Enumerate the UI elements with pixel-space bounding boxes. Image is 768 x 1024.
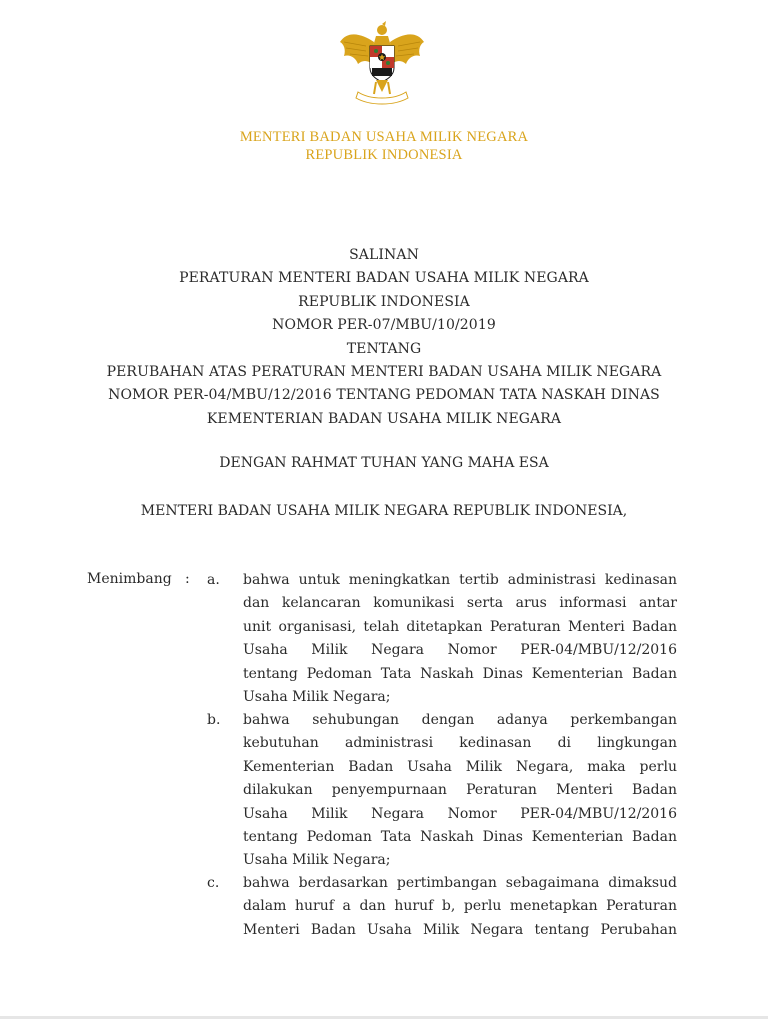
- text-line: Menteri Badan Usaha Milik Negara tentang Perubahan: [243, 921, 677, 938]
- letterhead-title: MENTERI BADAN USAHA MILIK NEGARA: [239, 129, 529, 145]
- text-line: Kementerian Badan Usaha Milik Negara, maka perlu: [243, 758, 677, 775]
- letterhead-country: REPUBLIK INDONESIA: [305, 147, 463, 163]
- text-line: dilakukan penyempurnaan Peraturan Menteri Badan: [243, 782, 677, 799]
- regulation-title-block: [40, 244, 728, 431]
- text-line: bahwa sehubungan dengan adanya perkembangan: [243, 712, 677, 728]
- regulation-number: NOMOR PER-07/MBU/10/2019: [272, 317, 496, 334]
- text-line: Usaha Milik Negara Nomor PER-04/MBU/12/2016: [243, 642, 677, 659]
- text-line: tentang Pedoman Tata Naskah Dinas Kementerian Badan: [243, 829, 677, 846]
- minister-heading: MENTERI BADAN USAHA MILIK NEGARA REPUBLIK INDONESIA,: [140, 503, 628, 519]
- text-line: tentang Pedoman Tata Naskah Dinas Kementerian Badan: [243, 665, 677, 682]
- regulation-country: REPUBLIK INDONESIA: [298, 293, 470, 310]
- letterhead: [0, 128, 768, 164]
- text-line: Usaha Milik Negara Nomor PER-04/MBU/12/2016: [243, 805, 677, 822]
- page-bottom-edge: [0, 1016, 768, 1019]
- text-line: kebutuhan administrasi kedinasan di lingkungan: [243, 735, 677, 752]
- regulation-subject-line: KEMENTERIAN BADAN USAHA MILIK NEGARA: [206, 410, 562, 427]
- item-marker: c.: [207, 875, 220, 891]
- text-line: bahwa berdasarkan pertimbangan sebagaimana dimaksud: [243, 875, 677, 891]
- item-marker: a.: [207, 572, 220, 588]
- regulation-type: PERATURAN MENTERI BADAN USAHA MILIK NEGARA: [179, 270, 589, 287]
- regulation-subject-line: PERUBAHAN ATAS PERATURAN MENTERI BADAN USAHA MILIK NEGARA: [106, 364, 662, 381]
- item-marker: b.: [207, 712, 221, 728]
- item-text: [243, 569, 677, 709]
- text-line: Usaha Milik Negara;: [243, 852, 391, 869]
- text-line: Usaha Milik Negara;: [243, 689, 391, 706]
- item-text: [243, 872, 677, 942]
- considering-label: Menimbang: [87, 571, 172, 587]
- regulation-subject-line: NOMOR PER-04/MBU/12/2016 TENTANG PEDOMAN TATA NASKAH DINAS: [108, 387, 660, 404]
- item-text: [243, 709, 677, 873]
- considering-colon: :: [185, 571, 190, 587]
- regulation-about: TENTANG: [346, 340, 422, 357]
- text-line: bahwa untuk meningkatkan tertib administrasi kedinasan: [243, 572, 677, 588]
- garuda-pancasila-emblem: [336, 20, 428, 106]
- copy-label: SALINAN: [349, 247, 419, 263]
- preamble: DENGAN RAHMAT TUHAN YANG MAHA ESA: [219, 455, 549, 471]
- text-line: unit organisasi, telah ditetapkan Peraturan Menteri Badan: [243, 618, 677, 635]
- text-line: dan kelancaran komunikasi serta arus informasi antar: [243, 595, 677, 612]
- text-line: dalam huruf a dan huruf b, perlu menetapkan Peraturan: [243, 898, 677, 915]
